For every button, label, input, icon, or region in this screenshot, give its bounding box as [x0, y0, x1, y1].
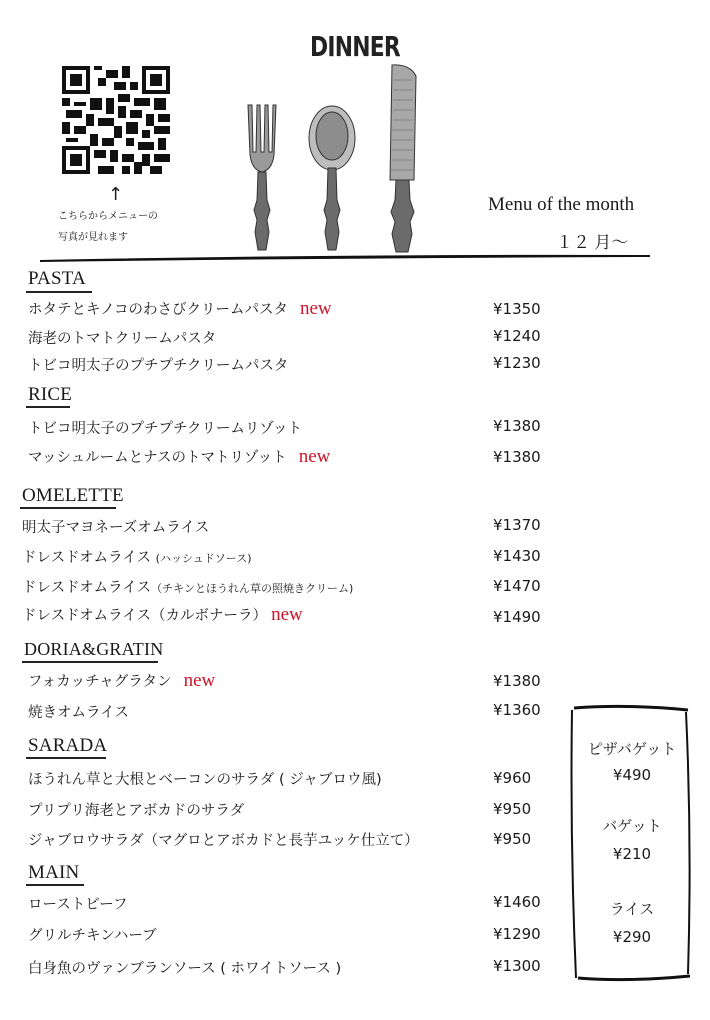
- section-underline: [26, 757, 106, 759]
- section-underline: [20, 507, 116, 509]
- item-price: ¥950: [493, 830, 532, 848]
- item-price: ¥1380: [493, 672, 541, 690]
- side-item-price: ¥290: [612, 928, 652, 946]
- fork-icon: [248, 105, 276, 250]
- section-title-doria: DORIA&GRATIN: [24, 639, 164, 659]
- up-arrow-icon: ↑: [108, 184, 124, 205]
- item-name: ホタテとキノコのわさびクリームパスタ: [28, 302, 288, 318]
- item-price: ¥1380: [493, 448, 541, 466]
- item-price: ¥950: [493, 800, 532, 818]
- new-badge: new: [183, 670, 216, 691]
- qr-note-line1: こちらからメニューの: [58, 211, 158, 222]
- section-title-pasta: PASTA: [28, 268, 86, 289]
- section-title-omelette: OMELETTE: [22, 485, 124, 506]
- item-price: ¥1470: [493, 577, 541, 595]
- menu-item: [28, 446, 330, 468]
- cutlery-illustration: [232, 60, 442, 260]
- item-detail: （チキンとほうれん草の照焼きクリーム): [151, 582, 354, 595]
- item-detail: (ハッシュドソース): [155, 552, 252, 565]
- header-divider: [40, 252, 650, 266]
- item-price: ¥1240: [493, 327, 541, 345]
- item-price: ¥1380: [493, 417, 541, 435]
- section-underline: [26, 291, 92, 293]
- menu-item: [22, 576, 353, 597]
- qr-note-line2: 写真が見れます: [58, 232, 128, 243]
- item-price: ¥1290: [493, 925, 541, 943]
- month-subtitle: １２ 月〜: [556, 233, 629, 252]
- menu-item: ほうれん草と大根とベーコンのサラダ ( ジャブロウ風): [28, 772, 382, 788]
- section-underline: [22, 661, 158, 663]
- item-name: マッシュルームとナスのトマトリゾット: [28, 450, 287, 466]
- side-item-name: ピザバゲット: [587, 740, 677, 758]
- new-badge: new: [271, 604, 303, 625]
- side-item-name: バゲット: [602, 817, 662, 835]
- menu-item: [28, 298, 332, 320]
- new-badge: new: [299, 298, 332, 319]
- section-underline: [26, 406, 70, 408]
- menu-item: トビコ明太子のプチプチクリームリゾット: [28, 421, 303, 437]
- menu-item: トビコ明太子のプチプチクリームパスタ: [28, 358, 289, 374]
- menu-item: 明太子マヨネーズオムライス: [22, 520, 210, 536]
- menu-item: [22, 546, 251, 567]
- item-price: ¥1370: [493, 516, 541, 534]
- page-title: DINNER: [310, 30, 400, 63]
- menu-item: 白身魚のヴァンブランソース ( ホワイトソース ): [28, 961, 342, 977]
- item-price: ¥1460: [493, 893, 541, 911]
- section-underline: [26, 884, 84, 886]
- menu-item: プリプリ海老とアボカドのサラダ: [28, 803, 245, 819]
- item-price: ¥1350: [493, 300, 541, 318]
- side-item-price: ¥210: [612, 845, 652, 863]
- item-price: ¥1230: [493, 354, 541, 372]
- item-price: ¥1360: [493, 701, 541, 719]
- item-price: ¥1300: [493, 957, 541, 975]
- item-name: ドレスドオムライス: [22, 580, 152, 596]
- side-item-price: ¥490: [612, 766, 652, 784]
- menu-item: ローストビーフ: [28, 897, 128, 913]
- new-badge: new: [298, 446, 331, 467]
- menu-item: ジャブロウサラダ（マグロとアボカドと長芋ユッケ仕立て）: [28, 833, 419, 849]
- section-title-main: MAIN: [28, 862, 80, 883]
- item-price: ¥960: [493, 769, 532, 787]
- month-title: Menu of the month: [488, 194, 635, 215]
- item-name: ドレスドオムライス: [22, 550, 152, 566]
- menu-item: 焼きオムライス: [28, 705, 129, 721]
- item-price: ¥1430: [493, 547, 541, 565]
- item-name: フォカッチャグラタン: [28, 674, 172, 690]
- knife-icon: [390, 65, 416, 252]
- menu-item: [22, 604, 303, 626]
- side-item-name: ライス: [609, 900, 655, 918]
- item-name: ドレスドオムライス（カルボナーラ）: [22, 608, 268, 624]
- spoon-icon: [309, 106, 355, 250]
- qr-code-icon[interactable]: [62, 66, 170, 174]
- item-price: ¥1490: [493, 608, 541, 626]
- section-title-sarada: SARADA: [28, 735, 108, 756]
- menu-item: グリルチキンハーブ: [28, 928, 157, 944]
- menu-item: [28, 670, 215, 692]
- menu-item: 海老のトマトクリームパスタ: [28, 331, 217, 347]
- section-title-rice: RICE: [28, 384, 73, 405]
